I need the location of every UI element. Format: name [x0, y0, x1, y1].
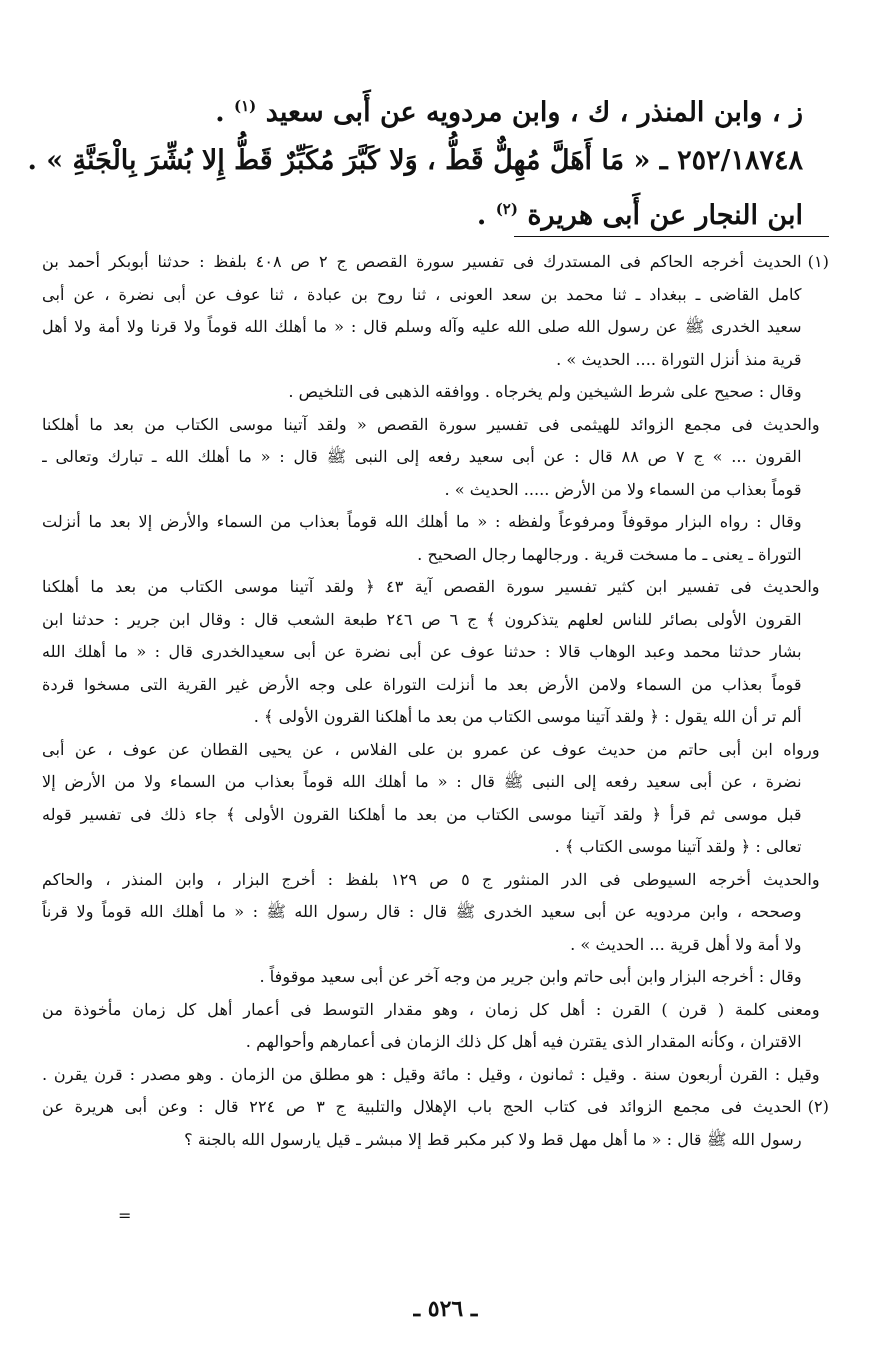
footnote-number: (١) [807, 252, 829, 271]
footnote-line: تعالى : ﴿ ولقد آتينا موسى الكتاب ﴾ . [554, 837, 802, 856]
footnote-line: وصححه ، وابن مردويه عن أبى سعيد الخدرى ﷺ قال : قال رسول الله ﷺ : « ما أهلك الله قوماً ولا قرناً [42, 902, 802, 921]
footnote-line: الاقتران ، وكأنه المقدار الذى يقترن فيه أهل كل ذلك الزمان فى أعمارهم وأحوالهم . [245, 1032, 802, 1051]
footnote-line: الحديث أخرجه الحاكم فى المستدرك فى تفسير سورة القصص ج ٢ ص ٤٠٨ بلفظ : حدثنا أبوبكر أحمد بن [42, 252, 802, 271]
footnote-line: وقال : أخرجه البزار وابن أبى حاتم وابن جرير من وجه آخر عن أبى سعيد موقوفاً . [259, 967, 802, 986]
footnote-line: وقال : صحيح على شرط الشيخين ولم يخرجاه . ووافقه الذهبى فى التلخيص . [288, 382, 802, 401]
footnote-line: ألم تر أن الله يقول : ﴿ ولقد آتينا موسى الكتاب من بعد ما أهلكنا القرون الأولى ﴾ . [253, 707, 802, 726]
main-line-1-text: ز ، وابن المنذر ، ك ، وابن مردويه عن أَبى سعيد [265, 97, 803, 128]
footnote-line: القرون الأولى بصائر للناس لعلهم يتذكرون ﴾ ج ٦ ص ٢٤٦ طبعة الشعب قال : وقال ابن جرير : حدثنا ابن [42, 609, 802, 629]
footnote-body [42, 1091, 802, 1156]
footnote-line: والحديث فى تفسير ابن كثير تفسير سورة القصص آية ٤٣ ﴿ ولقد آتينا موسى الكتاب من بعد ما أهلكنا [42, 577, 820, 596]
end-mark: . [476, 200, 487, 231]
footnote-line: قبل موسى ثم قرأ ﴿ ولقد آتينا موسى الكتاب من بعد ما أهلكنا القرون الأولى ﴾ جاء ذلك فى تفسير قوله [42, 804, 802, 824]
footnote-line: والحديث أخرجه السيوطى فى الدر المنثور ج ٥ ص ١٢٩ بلفظ : أخرج البزار ، وابن المنذر ، والحاكم [42, 869, 820, 889]
footnote-line: القرون ... » ج ٧ ص ٨٨ قال : عن أبى سعيد رفعه إلى النبى ﷺ قال : « ما أهلك الله ـ تبارك وتعالى ـ [42, 447, 802, 466]
footnote-separator [514, 236, 829, 237]
main-line-3-text: ابن النجار عن أَبى هريرة [527, 200, 803, 231]
footnote-line: ولا أمة ولا أهل قرية ... الحديث » . [570, 934, 802, 954]
footnote-line: رسول الله ﷺ قال : « ما أهل مهل قط ولا كبر مكبر قط إلا مبشر ـ قيل يارسول الله بالجنة ؟ [184, 1129, 802, 1149]
footnote-line: الحديث فى مجمع الزوائد فى كتاب الحج باب الإهلال والتلبية ج ٣ ص ٢٢٤ قال : وعن أبى هريرة عن [42, 1097, 802, 1116]
footnote-line: قرية منذ أنزل التوراة .... الحديث » . [556, 349, 802, 369]
footnote-number: (٢) [807, 1097, 829, 1116]
footnote-2 [42, 1091, 829, 1156]
main-line-3 [60, 185, 803, 240]
footnote-line: سعيد الخدرى ﷺ عن رسول الله صلى الله عليه وآله وسلم قال : « ما أهلك الله قوماً ولا قرنا ولا أمة ولا أهل [42, 317, 802, 336]
continuation-mark: = [118, 1206, 132, 1225]
footnote-line: وقيل : القرن أربعون سنة . وقيل : ثمانون ، وقيل : مائة وقيل : هو مطلق من الزمان . وهو مصدر : قرن يقرن . [42, 1064, 820, 1084]
main-text [27, 82, 803, 240]
main-line-1 [60, 82, 803, 137]
footnote-ref-1[interactable]: (١) [234, 97, 257, 115]
page-number: ـ ٥٢٦ ـ [413, 1296, 478, 1322]
footnote-line: والحديث فى مجمع الزوائد للهيثمى فى تفسير سورة القصص « ولقد آتينا موسى الكتاب من بعد ما أهلكنا [42, 414, 820, 434]
footnote-line: قوماً بعذاب من السماء ولا من الأرض ..... الحديث » . [444, 479, 802, 499]
footnote-line: التوراة ـ يعنى ـ ما مسخت قرية . ورجالهما رجال الصحيح . [417, 544, 802, 564]
footnote-body [42, 246, 820, 1091]
footnote-line: ومعنى كلمة ( قرن ) القرن : أهل كل زمان ، وهو مقدار التوسط فى أعمار أهل كل زمان مأخوذة من [42, 999, 820, 1019]
footnote-line: ورواه ابن أبى حاتم من حديث عوف عن عمرو بن على الفلاس ، عن يحيى القطان عن عوف ، عن أبى [42, 739, 820, 759]
footnote-line: نضرة ، عن أبى سعيد رفعه إلى النبى ﷺ قال : « ما أهلك الله قوماً بعذاب من السماء ولا من الأرض إلا [42, 772, 802, 791]
footnote-line: كامل القاضى ـ ببغداد ـ ثنا محمد بن سعد العونى ، ثنا روح بن عبادة ، ثنا عوف عن أبى نضرة ، عن أبى [42, 284, 802, 304]
hadith-line: ٢٥٢/١٨٧٤٨ ـ « مَا أَهَلَّ مُهِلٌّ قَطُّ ، وَلا كَبَّرَ مُكَبِّرٌ قَطُّ إِلا بُشِّرَ بِالْجَنَّةِ » . [27, 145, 803, 176]
footnote-1 [42, 246, 829, 1091]
end-mark: . [215, 97, 225, 128]
footnote-line: وقال : رواه البزار موقوفاً ومرفوعاً ولفظه : « ما أهلك الله قوماً بعذاب من السماء والأرض إلا بعد ما أنزلت [42, 512, 802, 531]
footnotes [42, 246, 829, 1156]
footnote-line: بشار حدثنا محمد وعبد الوهاب قالا : حدثنا عوف عن أبى نضرة عن أبى سعيدالخدرى قال : « ما أهلك الله [42, 642, 802, 661]
footnote-line: قوماً بعذاب من السماء ولامن الأرض بعد ما أنزلت التوراة على وجه الأرض غير القرية التى مسخوا قردة [42, 674, 802, 694]
footnote-ref-2[interactable]: (٢) [495, 200, 518, 218]
